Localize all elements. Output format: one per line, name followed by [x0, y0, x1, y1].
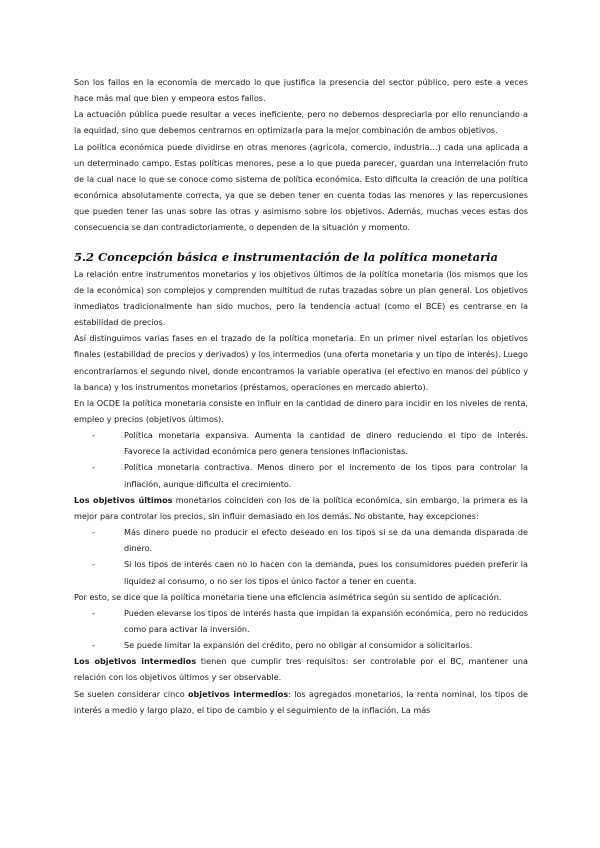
- paragraph-market-failures: Son los fallos en la economía de mercado lo que justifica la presencia del sector público, pero este a veces hace más mal que bien y empeora estos fallos.: [74, 77, 528, 104]
- asymmetry-list: [74, 605, 528, 653]
- paragraph-ocde: En la OCDE la política monetaria consiste en influir en la cantidad de dinero para incidir en los niveles de renta, empleo y precios (objetivos últimos).: [74, 397, 528, 424]
- paragraph-public-action: La actuación pública puede resultar a veces ineficiente, pero no debemos despreciarla por ello renunciando a la equidad, sino que debemos centrarnos en optimizarla para la mejor combinación de ambos objetivos.: [74, 109, 528, 136]
- list-item: - Más dinero puede no producir el efecto deseado en los tipos si se da una demanda disparada de dinero.: [92, 524, 528, 556]
- list-item: - Política monetaria expansiva. Aumenta la cantidad de dinero reduciendo el tipo de interés. Favorece la actividad económica pero genera tensiones inflacionistas.: [92, 427, 528, 459]
- exceptions-list: [74, 524, 528, 589]
- list-item: - Se puede limitar la expansión del crédito, pero no obligar al consumidor a solicitarlos.: [92, 637, 528, 653]
- bold-term: objetivos intermedios: [187, 688, 289, 699]
- paragraph-monetary-relation: La relación entre instrumentos monetarios y los objetivos últimos de la política monetaria (los mismos que los de la económica) son complejos y comprenden multitud de rutas trazadas sobre un plan general. Los objetivos inmediatos tradicionalmente han sido muchos, pero la tendencia actual (como el BCE) es centrarse en la estabilidad de precios.: [74, 268, 528, 328]
- bold-term: Los objetivos últimos: [74, 494, 173, 505]
- policy-types-list: [74, 427, 528, 492]
- document-page: [74, 74, 528, 718]
- paragraph-phases: Así distinguimos varias fases en el trazado de la política monetaria. En un primer nivel estarían los objetivos finales (estabilidad de precios y derivados) y los intermedios (una oferta monetaria y un tipo de interés). Luego encontraríamos el segundo nivel, donde encontramos la variable operativa (el efectivo en manos del público y la banca) y los instrumentos monetarios (préstamos, operaciones en mercado abierto).: [74, 333, 528, 392]
- paragraph-intermediate-requirements: Los objetivos intermedios tienen que cumplir tres requisitos: ser controlable por el BC, mantener una relación con los objetivos últimos y ser observable.: [74, 656, 528, 683]
- paragraph-intermediate-five: Se suelen considerar cinco objetivos intermedios: los agregados monetarios, la renta nominal, los tipos de interés a medio y largo plazo, el tipo de cambio y el seguimiento de la inflación. La más: [74, 688, 528, 715]
- paragraph-asymmetric: Por esto, se dice que la política monetaria tiene una eficiencia asimétrica según su sentido de aplicación.: [74, 591, 502, 602]
- list-item: - Política monetaria contractiva. Menos dinero por el incremento de los tipos para controlar la inflación, aunque dificulta el crecimiento.: [92, 459, 528, 491]
- list-item: - Si los tipos de interés caen no lo hacen con la demanda, pues los consumidores pueden preferir la liquidez al consumo, o no ser los tipos el único factor a tener en cuenta.: [92, 556, 528, 588]
- paragraph-final-objectives: Los objetivos últimos monetarios coinciden con los de la política económica, sin embargo, la primera es la mejor para controlar los precios, sin influir demasiado en los demás. No obstante, hay excepciones:: [74, 494, 528, 521]
- section-heading: 5.2 Concepción básica e instrumentación de la política monetaria: [74, 249, 498, 264]
- list-item: - Pueden elevarse los tipos de interés hasta que impidan la expansión económica, pero no reducidos como para activar la inversión.: [92, 605, 528, 637]
- paragraph-economic-policy: La política económica puede dividirse en otras menores (agrícola, comercio, industria…) cada una aplicada a un determinado campo. Estas políticas menores, pese a lo que pueda parecer, guardan una interrelación fruto de la cual nace lo que se conoce como sistema de política económica. Esto dificulta la creación de una política económica absolutamente correcta, ya que se deben tener en cuenta todas las menores y las repercusiones que pueden tener las unas sobre las otras y asimismo sobre los objetivos. Además, muchas veces estas dos consecuencia se dan contradictoriamente, o dependen de la situación y momento.: [74, 141, 528, 233]
- bold-term: Los objetivos intermedios: [74, 656, 197, 667]
